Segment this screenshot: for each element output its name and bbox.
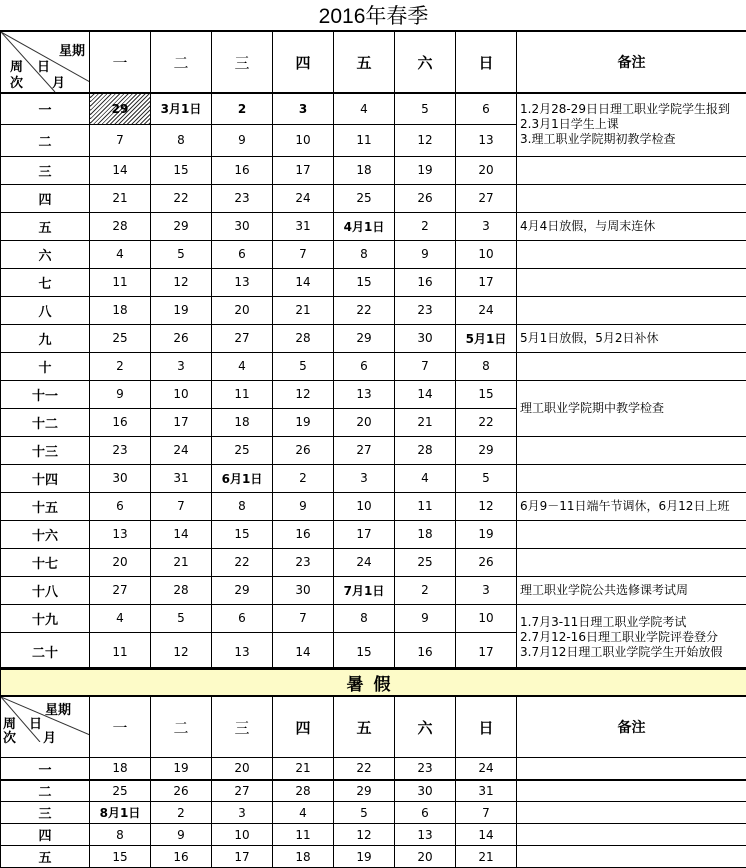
date-cell: 29: [90, 93, 151, 124]
summer-header-note: 备注: [517, 696, 746, 758]
date-cell: 9: [90, 380, 151, 408]
date-cell: 23: [90, 436, 151, 464]
date-cell: 7月1日: [334, 576, 395, 604]
summer-header-day-fri: 五: [334, 696, 395, 758]
date-cell: 11: [90, 268, 151, 296]
date-cell: 10: [212, 824, 273, 846]
date-cell: 27: [334, 436, 395, 464]
week-number: 四: [1, 184, 90, 212]
date-cell: 27: [212, 780, 273, 802]
summer-corner-week-label: 星期: [45, 699, 71, 718]
week-number: 十: [1, 352, 90, 380]
date-cell: 25: [334, 184, 395, 212]
date-cell: 9: [395, 240, 456, 268]
date-cell: 19: [334, 846, 395, 868]
week-number: 二十: [1, 632, 90, 671]
corner-ci-label: 次: [10, 72, 23, 91]
date-cell: 12: [395, 124, 456, 156]
date-cell: 18: [334, 156, 395, 184]
date-cell: 3月1日: [151, 93, 212, 124]
summer-header-day-wed: 三: [212, 696, 273, 758]
date-cell: 27: [90, 576, 151, 604]
date-cell: 26: [395, 184, 456, 212]
week-number: 十五: [1, 492, 90, 520]
date-cell: 12: [456, 492, 517, 520]
date-cell: 31: [151, 464, 212, 492]
date-cell: 20: [90, 548, 151, 576]
date-cell: 29: [334, 324, 395, 352]
date-cell: 4: [334, 93, 395, 124]
date-cell: 5月1日: [456, 324, 517, 352]
summer-corner-zhou-label: 周: [3, 713, 16, 732]
date-cell: 21: [90, 184, 151, 212]
date-cell: 20: [334, 408, 395, 436]
date-cell: 8: [212, 492, 273, 520]
date-cell: 28: [151, 576, 212, 604]
note-cell-empty: [517, 780, 746, 802]
note-cell-empty: [517, 436, 746, 464]
spring-week-row: [1, 352, 746, 380]
date-cell: 22: [212, 548, 273, 576]
date-cell: 11: [90, 632, 151, 671]
spring-week-row: [1, 380, 746, 408]
date-cell: 27: [212, 324, 273, 352]
date-cell: 17: [212, 846, 273, 868]
date-cell: 6: [212, 604, 273, 632]
summer-week-row: [1, 846, 746, 868]
spring-title: 2016年春季: [1, 0, 746, 31]
summer-corner-ri-label: 日: [29, 713, 42, 732]
date-cell: 14: [90, 156, 151, 184]
note-cell-empty: [517, 846, 746, 868]
summer-week-row: [1, 802, 746, 824]
date-cell: 4: [212, 352, 273, 380]
date-cell: 14: [395, 380, 456, 408]
date-cell: 24: [456, 758, 517, 780]
date-cell: 13: [334, 380, 395, 408]
summer-header-day-thu: 四: [273, 696, 334, 758]
summer-header-day-sat: 六: [395, 696, 456, 758]
date-cell: 31: [456, 780, 517, 802]
date-cell: 11: [273, 824, 334, 846]
date-cell: 10: [273, 124, 334, 156]
week-number: 十三: [1, 436, 90, 464]
date-cell: 6: [212, 240, 273, 268]
spring-week-row: [1, 492, 746, 520]
date-cell: 3: [456, 576, 517, 604]
date-cell: 20: [212, 758, 273, 780]
date-cell: 5: [334, 802, 395, 824]
date-cell: 18: [90, 758, 151, 780]
header-day-wed: 三: [212, 31, 273, 93]
date-cell: 3: [151, 352, 212, 380]
spring-week-row: [1, 576, 746, 604]
date-cell: 5: [151, 240, 212, 268]
date-cell: 24: [273, 184, 334, 212]
week-number: 八: [1, 296, 90, 324]
date-cell: 24: [151, 436, 212, 464]
date-cell: 17: [273, 156, 334, 184]
date-cell: 16: [395, 268, 456, 296]
date-cell: 20: [212, 296, 273, 324]
date-cell: 26: [456, 548, 517, 576]
spring-week-row: [1, 296, 746, 324]
date-cell: 30: [273, 576, 334, 604]
summer-corner-header-cell: [1, 696, 90, 758]
note-line: 3.7月12日理工职业学院学生开始放假: [520, 645, 746, 660]
note-cell: [517, 604, 746, 671]
corner-ri-label: 日: [37, 56, 50, 75]
note-line: 2.7月12-16日理工职业学院评卷登分: [520, 630, 746, 645]
week-number: 十七: [1, 548, 90, 576]
date-cell: 23: [395, 758, 456, 780]
date-cell: 3: [334, 464, 395, 492]
date-cell: 10: [456, 240, 517, 268]
note-cell-empty: [517, 184, 746, 212]
note-cell-empty: [517, 758, 746, 780]
note-cell: 理工职业学院期中教学检查: [517, 380, 746, 436]
date-cell: 10: [334, 492, 395, 520]
week-number: 七: [1, 268, 90, 296]
spring-week-row: [1, 548, 746, 576]
date-cell: 8月1日: [90, 802, 151, 824]
date-cell: 19: [151, 296, 212, 324]
header-day-sun: 日: [456, 31, 517, 93]
date-cell: 19: [395, 156, 456, 184]
note-cell: 4月4日放假，与周末连休: [517, 212, 746, 240]
date-cell: 12: [151, 268, 212, 296]
date-cell: 29: [212, 576, 273, 604]
date-cell: 12: [334, 824, 395, 846]
date-cell: 13: [395, 824, 456, 846]
date-cell: 18: [212, 408, 273, 436]
date-cell: 5: [395, 93, 456, 124]
note-cell-empty: [517, 548, 746, 576]
date-cell: 24: [334, 548, 395, 576]
note-line: 1.7月3-11日理工职业学院考试: [520, 615, 746, 630]
date-cell: 5: [456, 464, 517, 492]
date-cell: 13: [90, 520, 151, 548]
summer-banner: 暑假: [1, 669, 746, 697]
date-cell: 11: [212, 380, 273, 408]
note-cell-empty: [517, 296, 746, 324]
date-cell: 19: [151, 758, 212, 780]
note-cell-empty: [517, 352, 746, 380]
date-cell: 4: [273, 802, 334, 824]
date-cell: 4月1日: [334, 212, 395, 240]
summer-calendar-table: [0, 667, 746, 868]
date-cell: 6: [334, 352, 395, 380]
date-cell: 26: [273, 436, 334, 464]
corner-zhou-label: 周: [10, 56, 23, 75]
date-cell: 17: [456, 268, 517, 296]
date-cell: 10: [151, 380, 212, 408]
date-cell: 2: [212, 93, 273, 124]
date-cell: 30: [395, 780, 456, 802]
date-cell: 19: [456, 520, 517, 548]
spring-week-row: [1, 212, 746, 240]
summer-header-day-tue: 二: [151, 696, 212, 758]
date-cell: 7: [151, 492, 212, 520]
date-cell: 23: [273, 548, 334, 576]
date-cell: 20: [456, 156, 517, 184]
date-cell: 18: [273, 846, 334, 868]
date-cell: 4: [90, 604, 151, 632]
date-cell: 7: [456, 802, 517, 824]
date-cell: 8: [456, 352, 517, 380]
note-cell-empty: [517, 802, 746, 824]
date-cell: 15: [90, 846, 151, 868]
week-number: 十六: [1, 520, 90, 548]
summer-corner-ci-label: 次: [3, 727, 16, 746]
date-cell: 13: [212, 268, 273, 296]
date-cell: 15: [334, 268, 395, 296]
date-cell: 26: [151, 780, 212, 802]
date-cell: 3: [273, 93, 334, 124]
date-cell: 21: [273, 758, 334, 780]
date-cell: 14: [273, 632, 334, 671]
header-note: 备注: [517, 31, 746, 93]
spring-week-row: [1, 156, 746, 184]
date-cell: 22: [151, 184, 212, 212]
date-cell: 6: [395, 802, 456, 824]
date-cell: 7: [273, 604, 334, 632]
date-cell: 5: [151, 604, 212, 632]
date-cell: 27: [456, 184, 517, 212]
date-cell: 28: [395, 436, 456, 464]
date-cell: 29: [151, 212, 212, 240]
date-cell: 18: [90, 296, 151, 324]
date-cell: 23: [212, 184, 273, 212]
note-cell: 理工职业学院公共选修课考试周: [517, 576, 746, 604]
date-cell: 31: [273, 212, 334, 240]
note-cell-empty: [517, 268, 746, 296]
date-cell: 7: [395, 352, 456, 380]
date-cell: 17: [456, 632, 517, 671]
header-day-fri: 五: [334, 31, 395, 93]
summer-week-row: [1, 824, 746, 846]
header-day-thu: 四: [273, 31, 334, 93]
header-day-sat: 六: [395, 31, 456, 93]
date-cell: 10: [456, 604, 517, 632]
date-cell: 21: [151, 548, 212, 576]
date-cell: 29: [456, 436, 517, 464]
date-cell: 18: [395, 520, 456, 548]
week-number: 三: [1, 802, 90, 824]
spring-week-row: [1, 184, 746, 212]
date-cell: 12: [151, 632, 212, 671]
note-cell: 6月9－11日端午节调休，6月12日上班: [517, 492, 746, 520]
date-cell: 7: [273, 240, 334, 268]
date-cell: 2: [395, 576, 456, 604]
week-number: 一: [1, 93, 90, 124]
note-cell-empty: [517, 824, 746, 846]
date-cell: 11: [395, 492, 456, 520]
date-cell: 8: [334, 240, 395, 268]
week-number: 五: [1, 846, 90, 868]
date-cell: 13: [212, 632, 273, 671]
date-cell: 11: [334, 124, 395, 156]
date-cell: 30: [90, 464, 151, 492]
spring-week-row: [1, 268, 746, 296]
week-number: 六: [1, 240, 90, 268]
date-cell: 22: [456, 408, 517, 436]
spring-week-row: [1, 604, 746, 632]
date-cell: 25: [90, 324, 151, 352]
note-line: 1.2月28-29日日理工职业学院学生报到: [520, 102, 746, 117]
spring-week-row: [1, 464, 746, 492]
date-cell: 9: [212, 124, 273, 156]
date-cell: 15: [334, 632, 395, 671]
date-cell: 17: [151, 408, 212, 436]
date-cell: 3: [456, 212, 517, 240]
corner-yue-label: 月: [52, 72, 65, 91]
note-line: 3.理工职业学院期初教学检查: [520, 132, 746, 147]
date-cell: 15: [212, 520, 273, 548]
date-cell: 2: [273, 464, 334, 492]
date-cell: 6: [90, 492, 151, 520]
date-cell: 29: [334, 780, 395, 802]
date-cell: 17: [334, 520, 395, 548]
date-cell: 15: [456, 380, 517, 408]
date-cell: 14: [273, 268, 334, 296]
week-number: 十一: [1, 380, 90, 408]
date-cell: 30: [212, 212, 273, 240]
date-cell: 28: [90, 212, 151, 240]
week-number: 一: [1, 758, 90, 780]
header-day-tue: 二: [151, 31, 212, 93]
date-cell: 20: [395, 846, 456, 868]
summer-header-day-sun: 日: [456, 696, 517, 758]
week-number: 九: [1, 324, 90, 352]
corner-header-cell: [1, 31, 90, 93]
date-cell: 16: [212, 156, 273, 184]
week-number: 十九: [1, 604, 90, 632]
spring-week-row: [1, 93, 746, 124]
date-cell: 19: [273, 408, 334, 436]
summer-header-day-mon: 一: [90, 696, 151, 758]
date-cell: 25: [395, 548, 456, 576]
summer-week-row: [1, 780, 746, 802]
date-cell: 28: [273, 780, 334, 802]
date-cell: 8: [90, 824, 151, 846]
date-cell: 6月1日: [212, 464, 273, 492]
summer-week-row: [1, 758, 746, 780]
date-cell: 9: [395, 604, 456, 632]
date-cell: 22: [334, 296, 395, 324]
date-cell: 23: [395, 296, 456, 324]
week-number: 十八: [1, 576, 90, 604]
note-cell: 5月1日放假，5月2日补休: [517, 324, 746, 352]
date-cell: 2: [90, 352, 151, 380]
date-cell: 21: [273, 296, 334, 324]
note-cell-empty: [517, 464, 746, 492]
note-cell: [517, 93, 746, 156]
date-cell: 6: [456, 93, 517, 124]
spring-week-row: [1, 240, 746, 268]
date-cell: 14: [456, 824, 517, 846]
week-number: 二: [1, 780, 90, 802]
note-cell-empty: [517, 156, 746, 184]
date-cell: 8: [151, 124, 212, 156]
date-cell: 14: [151, 520, 212, 548]
date-cell: 16: [90, 408, 151, 436]
week-number: 五: [1, 212, 90, 240]
date-cell: 13: [456, 124, 517, 156]
summer-corner-yue-label: 月: [43, 727, 56, 746]
date-cell: 16: [395, 632, 456, 671]
spring-week-row: [1, 520, 746, 548]
week-number: 三: [1, 156, 90, 184]
date-cell: 9: [273, 492, 334, 520]
date-cell: 3: [212, 802, 273, 824]
date-cell: 28: [273, 324, 334, 352]
date-cell: 15: [151, 156, 212, 184]
date-cell: 26: [151, 324, 212, 352]
date-cell: 16: [273, 520, 334, 548]
date-cell: 9: [151, 824, 212, 846]
spring-week-row: [1, 324, 746, 352]
date-cell: 25: [90, 780, 151, 802]
date-cell: 25: [212, 436, 273, 464]
date-cell: 2: [151, 802, 212, 824]
header-day-mon: 一: [90, 31, 151, 93]
date-cell: 16: [151, 846, 212, 868]
date-cell: 4: [395, 464, 456, 492]
date-cell: 12: [273, 380, 334, 408]
note-cell-empty: [517, 240, 746, 268]
date-cell: 24: [456, 296, 517, 324]
week-number: 十二: [1, 408, 90, 436]
date-cell: 2: [395, 212, 456, 240]
week-number: 十四: [1, 464, 90, 492]
week-number: 二: [1, 124, 90, 156]
date-cell: 8: [334, 604, 395, 632]
date-cell: 22: [334, 758, 395, 780]
spring-week-row: [1, 436, 746, 464]
corner-week-label: 星期: [59, 40, 85, 59]
date-cell: 21: [456, 846, 517, 868]
date-cell: 21: [395, 408, 456, 436]
date-cell: 30: [395, 324, 456, 352]
date-cell: 7: [90, 124, 151, 156]
note-line: 2.3月1日学生上课: [520, 117, 746, 132]
note-cell-empty: [517, 520, 746, 548]
week-number: 四: [1, 824, 90, 846]
date-cell: 5: [273, 352, 334, 380]
date-cell: 4: [90, 240, 151, 268]
